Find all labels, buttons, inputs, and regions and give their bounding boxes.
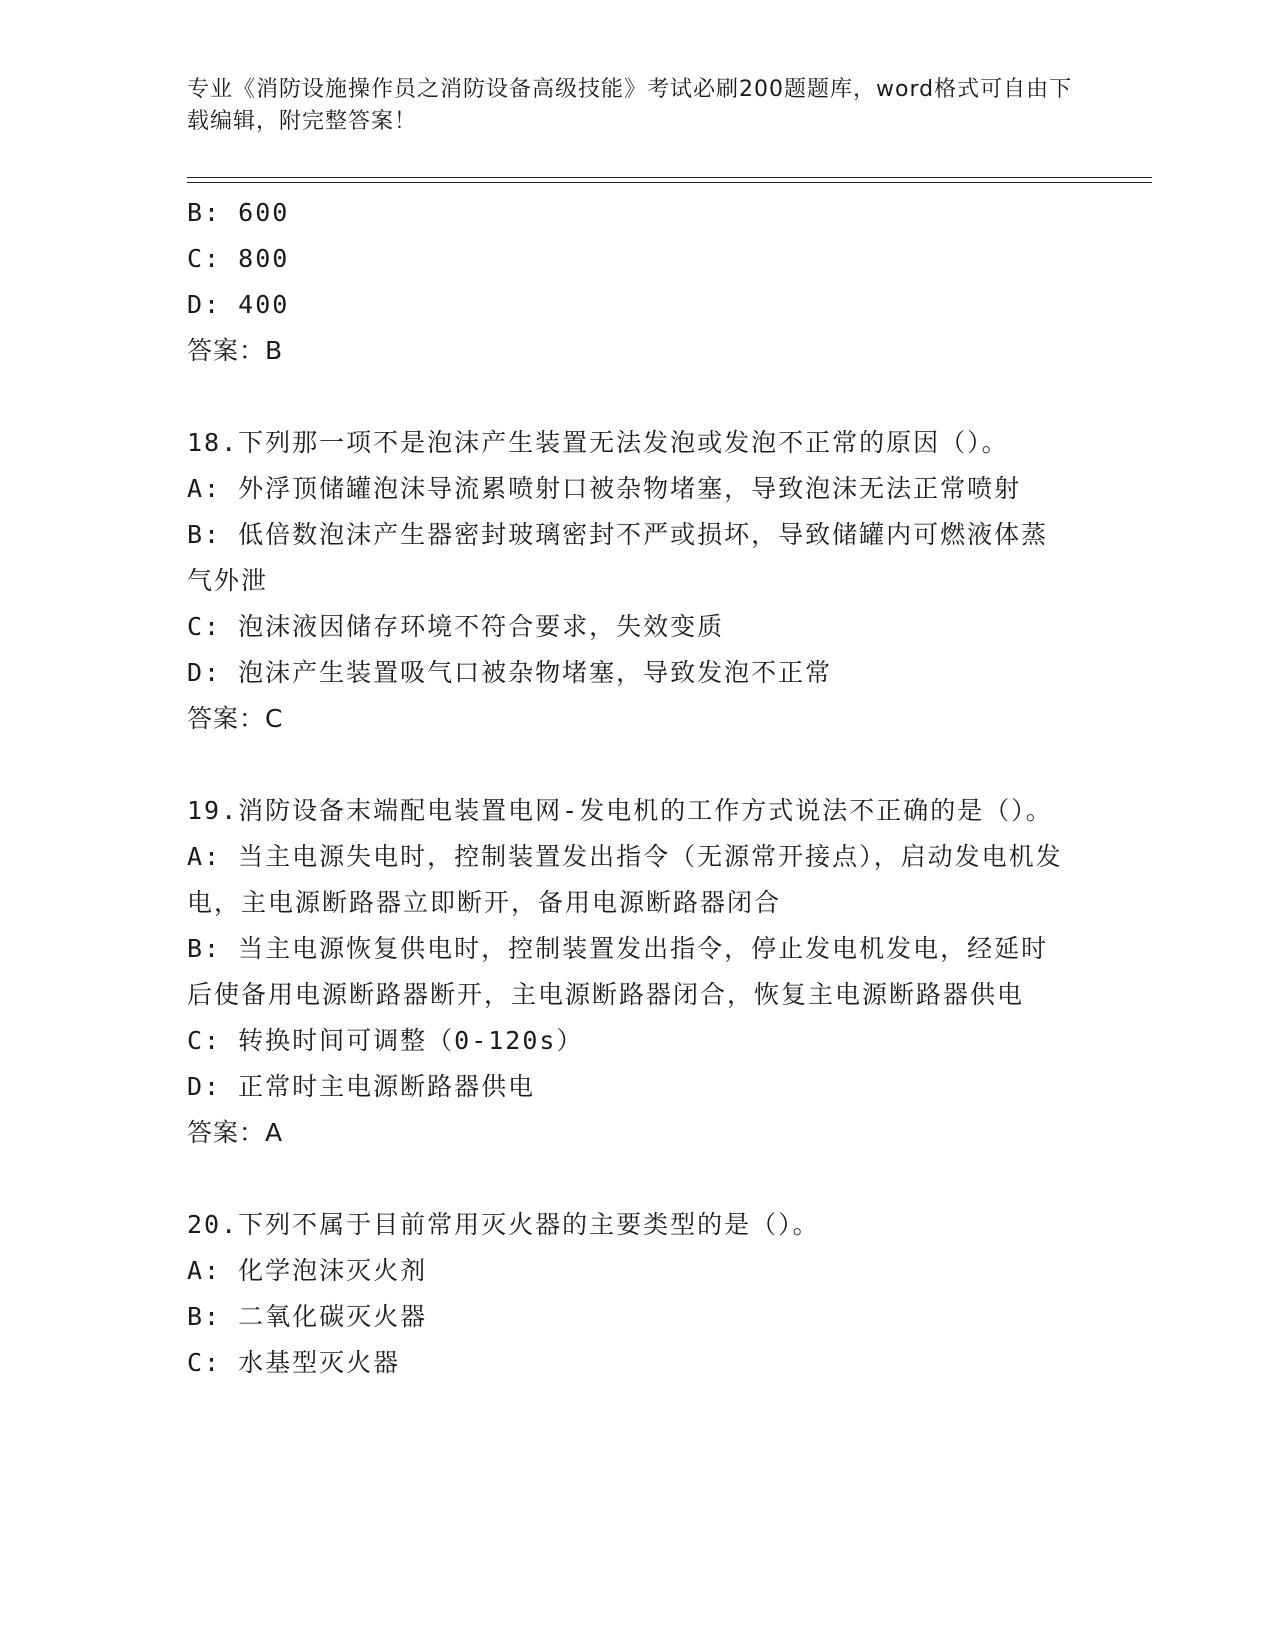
option-c: C: 泡沫液因储存环境不符合要求，失效变质 — [187, 612, 725, 641]
question-content — [187, 190, 1067, 1386]
option-c: C: 水基型灭火器 — [187, 1348, 401, 1377]
answer-line: 答案：C — [187, 704, 284, 733]
option-c: C: 800 — [187, 244, 290, 273]
document-header: 专业《消防设施操作员之消防设备高级技能》考试必刷200题题库，word格式可自由下载编辑，附完整答案！ — [187, 77, 1073, 134]
answer-line: 答案：A — [187, 1118, 284, 1147]
option-d: D: 正常时主电源断路器供电 — [187, 1072, 536, 1101]
question-18 — [187, 420, 1067, 742]
question-stem: 18.下列那一项不是泡沫产生装置无法发泡或发泡不正常的原因（）。 — [187, 428, 1009, 457]
option-b: B: 600 — [187, 198, 290, 227]
header-rule-bottom — [187, 182, 1152, 183]
option-d: D: 泡沫产生装置吸气口被杂物堵塞，导致发泡不正常 — [187, 658, 833, 687]
question-20 — [187, 1202, 1067, 1386]
option-b: B: 二氧化碳灭火器 — [187, 1302, 428, 1331]
option-a: A: 化学泡沫灭火剂 — [187, 1256, 428, 1285]
header-rule-top — [187, 177, 1152, 178]
option-b: B: 低倍数泡沫产生器密封玻璃密封不严或损坏，导致储罐内可燃液体蒸气外泄 — [187, 520, 1049, 595]
option-b: B: 当主电源恢复供电时，控制装置发出指令，停止发电机发电，经延时后使备用电源断路器断开，主电源断路器闭合，恢复主电源断路器供电 — [187, 934, 1049, 1009]
partial-question — [187, 190, 1067, 374]
question-stem: 20.下列不属于目前常用灭火器的主要类型的是（）。 — [187, 1210, 820, 1239]
question-stem: 19.消防设备末端配电装置电网-发电机的工作方式说法不正确的是（）。 — [187, 796, 1053, 825]
option-a: A: 外浮顶储罐泡沫导流累喷射口被杂物堵塞，导致泡沫无法正常喷射 — [187, 474, 1022, 503]
option-a: A: 当主电源失电时，控制装置发出指令（无源常开接点），启动发电机发电，主电源断路器立即断开，备用电源断路器闭合 — [187, 842, 1063, 917]
option-c: C: 转换时间可调整（0-120s） — [187, 1026, 584, 1055]
answer-line: 答案：B — [187, 336, 284, 365]
question-19 — [187, 788, 1067, 1156]
option-d: D: 400 — [187, 290, 290, 319]
